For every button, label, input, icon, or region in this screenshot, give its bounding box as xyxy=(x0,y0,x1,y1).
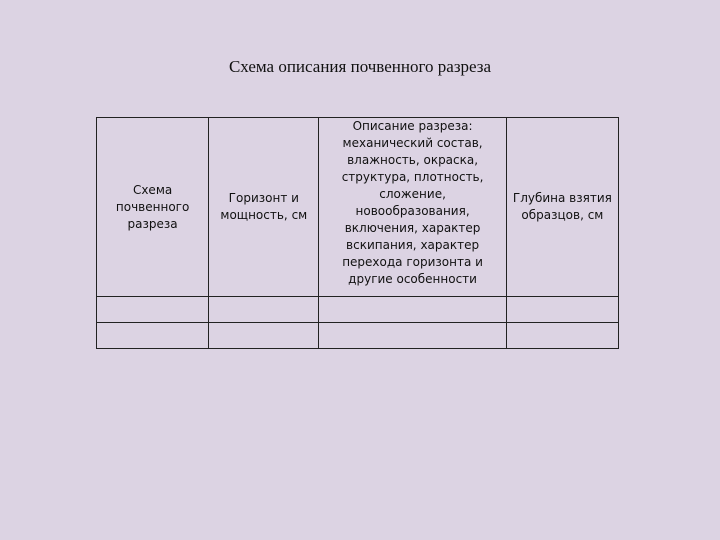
table-header-row xyxy=(97,118,619,297)
header-sampling-depth: Глубина взятия образцов, см xyxy=(506,118,618,297)
header-profile-scheme: Схема почвенного разреза xyxy=(97,118,209,297)
table-cell xyxy=(506,323,618,349)
table-cell xyxy=(319,323,506,349)
table-cell xyxy=(209,323,319,349)
soil-profile-table xyxy=(96,117,619,349)
table-cell xyxy=(209,297,319,323)
page-title: Схема описания почвенного разреза xyxy=(228,57,492,76)
table-cell xyxy=(97,297,209,323)
table-cell xyxy=(97,323,209,349)
header-profile-description: Описание разреза: механический состав, влажность, окраска, структура, плотность, сложение, новообразования, включения, характер вскипания, характер перехода горизонта и другие особенности xyxy=(319,118,506,297)
header-horizon-thickness: Горизонт и мощность, см xyxy=(209,118,319,297)
table-cell xyxy=(506,297,618,323)
table-row xyxy=(97,297,619,323)
table-cell xyxy=(319,297,506,323)
table-row xyxy=(97,323,619,349)
